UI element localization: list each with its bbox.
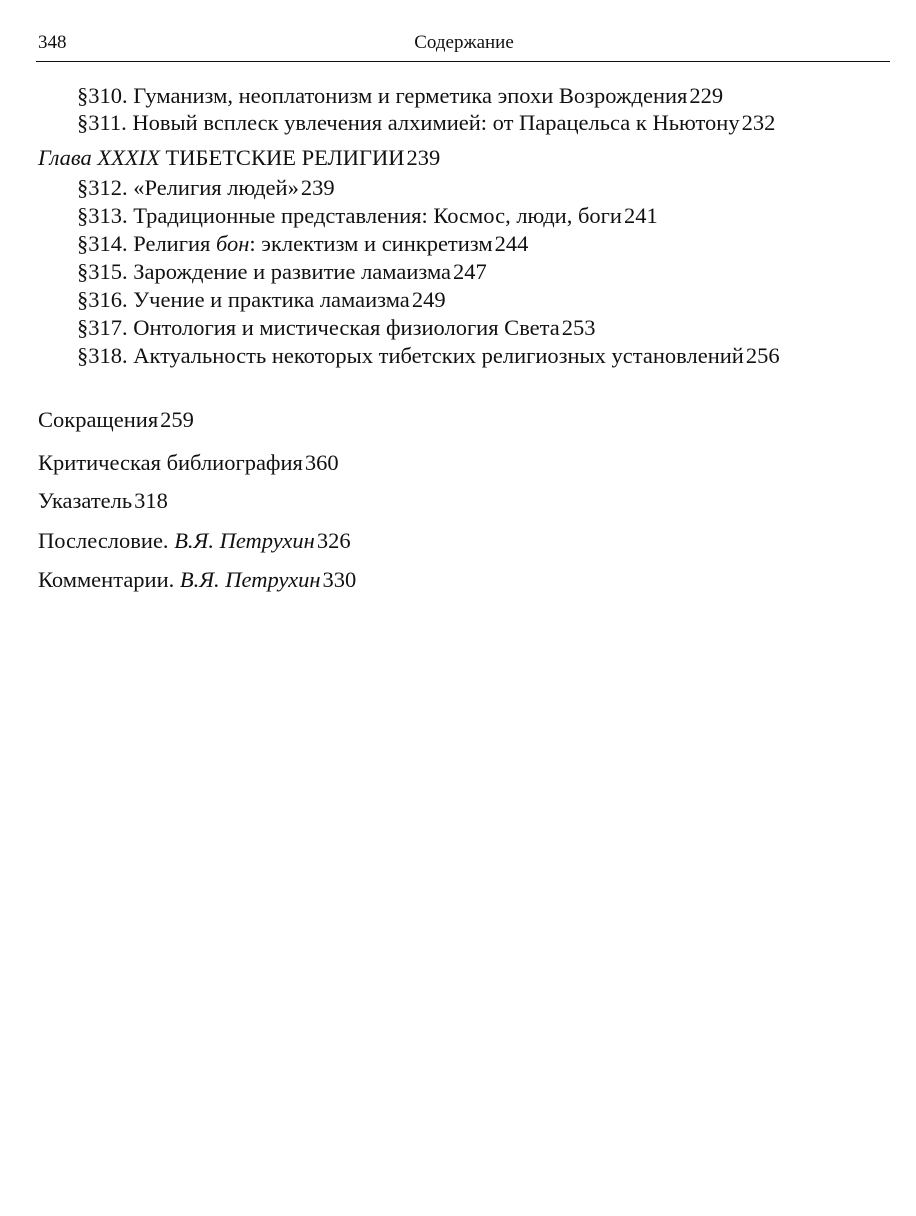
author-name: В.Я. Петрухин — [179, 567, 321, 592]
toc-entry-title: §313. Традиционные представления: Космос, люди, боги — [77, 203, 622, 228]
header-rule — [36, 61, 890, 62]
toc-entry-commentary — [38, 566, 890, 1216]
title-part: Комментарии. — [38, 567, 180, 592]
toc-entry-page: 239 — [300, 175, 335, 200]
toc-entry-title: §318. Актуальность некоторых тибетских религиозных установлений — [77, 343, 744, 368]
title-part: §314. Религия — [77, 231, 216, 256]
toc-entry-page: 330 — [322, 567, 357, 592]
toc-entry-title: Критическая библиография — [38, 450, 303, 475]
toc-entry-page: 241 — [623, 203, 658, 228]
toc-entry-title — [38, 566, 321, 593]
chapter-label: Глава XXXIX — [38, 145, 160, 170]
toc-entry-title: §310. Гуманизм, неоплатонизм и герметика эпохи Возрождения — [77, 83, 688, 108]
toc-entry-title: §316. Учение и практика ламаизма — [77, 287, 410, 312]
toc-entry-page: 253 — [561, 315, 596, 340]
running-title: Содержание — [414, 32, 514, 53]
chapter-name: ТИБЕТСКИЕ РЕЛИГИИ — [165, 145, 405, 170]
page-header — [38, 32, 890, 58]
toc-entry-title: §311. Новый всплеск увлечения алхимией: от Парацельса к Ньютону — [77, 110, 740, 135]
toc-entry-page: 360 — [304, 450, 339, 475]
toc-entry-title — [77, 230, 493, 257]
toc-entry-title: Указатель — [38, 488, 133, 513]
toc-entry-page: 232 — [741, 110, 776, 135]
title-part: : эклектизм и синкретизм — [249, 231, 493, 256]
toc-entry-title: §317. Онтология и мистическая физиология Света — [77, 315, 560, 340]
toc-entry-page: 326 — [316, 528, 351, 553]
toc-entry-page: 259 — [160, 407, 194, 432]
toc-entry-page: 249 — [411, 287, 446, 312]
toc-chapter-title — [38, 144, 405, 171]
toc-entry-page: 239 — [406, 145, 441, 170]
toc-entry-page: 244 — [494, 231, 529, 256]
toc-entry-page: 229 — [689, 83, 724, 108]
page-number: 348 — [38, 32, 67, 53]
toc-entry-page: 256 — [745, 343, 780, 368]
toc-entry-title — [38, 527, 315, 554]
toc-entry-page: 318 — [134, 488, 168, 513]
title-italic-term: бон — [215, 231, 250, 256]
author-name: В.Я. Петрухин — [174, 528, 315, 553]
toc-entry-title: §315. Зарождение и развитие ламаизма — [77, 259, 452, 284]
toc-entry-title: §312. «Религия людей» — [77, 175, 299, 200]
toc-entry-title: Сокращения — [38, 407, 159, 432]
title-part: Послесловие. — [38, 528, 175, 553]
toc-entry-page: 247 — [453, 259, 487, 284]
